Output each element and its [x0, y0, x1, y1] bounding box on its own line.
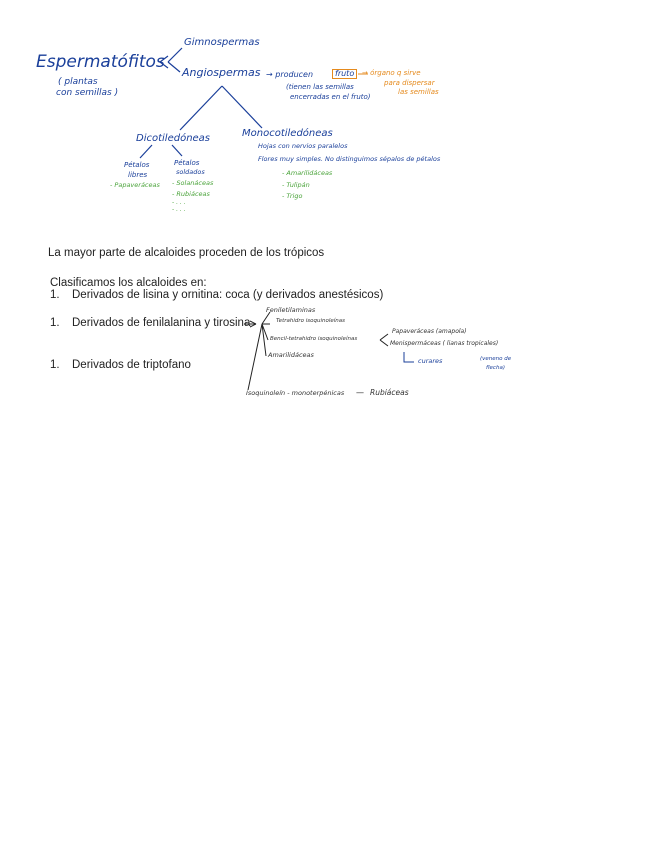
orange-note-3: las semillas: [398, 88, 439, 96]
petalos-soldados-example-4: - . . .: [172, 206, 186, 213]
monocot-example-3: - Trigo: [282, 192, 303, 200]
dash: —: [356, 388, 364, 397]
branch-dicot: [180, 86, 222, 130]
list-item-1: Derivados de lisina y ornitina: coca (y derivados anestésicos): [72, 289, 384, 301]
curares: curares: [418, 357, 443, 365]
branch-petalos-soldados: [172, 145, 182, 156]
tetrahidro-isoquinoleinas: Tetrahidro isoquinoleínas: [276, 318, 346, 324]
rubiaceas: Rubiáceas: [370, 388, 409, 397]
arrow-producen: → producen: [266, 70, 314, 79]
root-espermatofitos: Espermatófitos: [36, 52, 165, 72]
petalos-soldados-2: soldados: [176, 168, 205, 176]
dicotiledoneas: Dicotiledóneas: [136, 133, 211, 144]
gimnospermas: Gimnospermas: [184, 37, 260, 48]
amarilidaceas-bottom: Amarilidáceas: [268, 351, 314, 359]
branch-monocot: [222, 86, 262, 128]
list-num-3: 1.: [50, 359, 60, 371]
papaveraceas: Papaveráceas (amapola): [392, 328, 467, 335]
monocot-example-2: - Tulipán: [282, 181, 310, 189]
curares-arrow: [404, 352, 414, 362]
petalos-libres-1: Pétalos: [124, 161, 150, 169]
monocot-example-1: - Amarilidáceas: [282, 169, 333, 177]
petalos-soldados-1: Pétalos: [174, 159, 200, 167]
orange-note-1: → órgano q sirve: [362, 69, 421, 77]
petalos-libres-2: libres: [128, 171, 148, 179]
isoquinolein-monoterpenicas: Isoquinoleín - monoterpénicas: [246, 389, 345, 397]
feniletilaminas: Feniletilaminas: [266, 306, 316, 314]
petalos-libres-example: - Papaveráceas: [110, 181, 160, 189]
monocotiledoneas: Monocotiledóneas: [242, 128, 333, 139]
bottom-bencil-branch: [380, 334, 388, 346]
fruto-boxed: fruto: [332, 69, 357, 79]
root-note-1: ( plantas: [58, 77, 98, 87]
curares-note-1: (veneno de: [480, 356, 512, 362]
petalos-soldados-example-2: - Rubiáceas: [172, 190, 210, 198]
monocot-line-1: Hojas con nervios paralelos: [258, 142, 348, 150]
list-item-2: Derivados de fenilalanina y tirosina: [72, 317, 251, 329]
bencil-tetrahidro: Bencil-tetrahidro isoquinoleínas: [270, 336, 358, 342]
branch-petalos-libres: [140, 145, 152, 158]
list-item-3: Derivados de triptofano: [72, 359, 191, 371]
orange-note-2: para dispersar: [384, 79, 435, 87]
curares-note-2: flecha): [486, 365, 505, 371]
angiospermas: Angiospermas: [182, 66, 261, 79]
clasificamos-line: Clasificamos los alcaloides en:: [50, 277, 207, 289]
fruto-note-2: encerradas en el fruto): [290, 93, 371, 101]
branch-gimnospermas: [168, 48, 182, 62]
branch-angiospermas: [168, 62, 180, 72]
list-num-1: 1.: [50, 289, 60, 301]
monocot-line-2: Flores muy simples. No distinguimos sépalos de pétalos: [258, 155, 441, 163]
petalos-soldados-example-3: - . . .: [172, 199, 186, 206]
intro-line: La mayor parte de alcaloides proceden de los trópicos: [48, 247, 325, 259]
petalos-soldados-example-1: - Solanáceas: [172, 179, 214, 187]
list-num-2: 1.: [50, 317, 60, 329]
menispermaceas: Menispermáceas ( lianas tropicales): [390, 340, 499, 347]
root-note-2: con semillas ): [56, 88, 119, 98]
fruto-note-1: (tienen las semillas: [286, 83, 354, 91]
